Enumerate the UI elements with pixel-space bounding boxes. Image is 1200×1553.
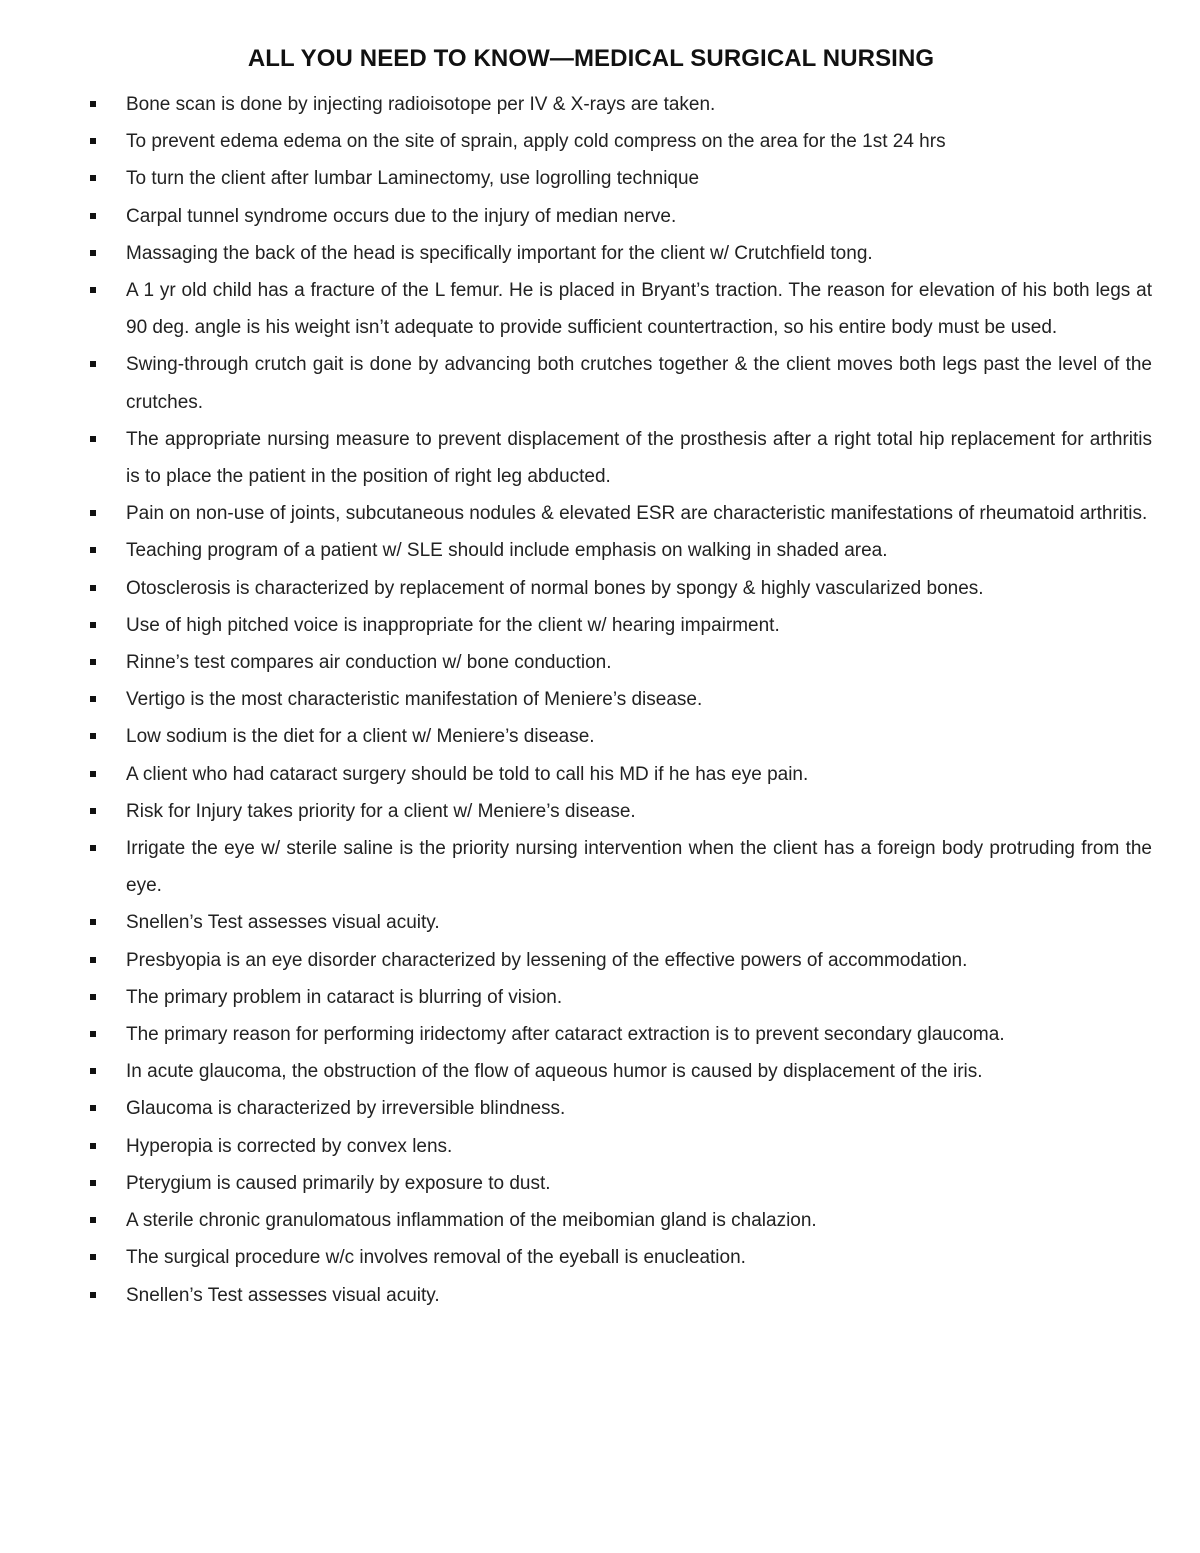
list-item-text: Glaucoma is characterized by irreversible blindness.	[126, 1098, 566, 1120]
list-item	[90, 1128, 1152, 1165]
list-item-text: Presbyopia is an eye disorder characterized by lessening of the effective powers of accommodation.	[126, 949, 968, 971]
square-bullet-icon	[90, 622, 96, 628]
list-item-text: Hyperopia is corrected by convex lens.	[126, 1135, 453, 1157]
list-item	[90, 235, 1152, 272]
list-item	[90, 1202, 1152, 1239]
square-bullet-icon	[90, 771, 96, 777]
list-item	[90, 86, 1152, 123]
list-item	[90, 532, 1152, 569]
list-item-text: Teaching program of a patient w/ SLE should include emphasis on walking in shaded area.	[126, 540, 888, 562]
square-bullet-icon	[90, 287, 96, 293]
list-item	[90, 346, 1152, 420]
list-item-text: Bone scan is done by injecting radioisotope per IV & X-rays are taken.	[126, 94, 716, 115]
square-bullet-icon	[90, 1217, 96, 1223]
list-item	[90, 1277, 1152, 1314]
list-item-text: A sterile chronic granulomatous inflammation of the meibomian gland is chalazion.	[126, 1210, 817, 1232]
list-item	[90, 681, 1152, 718]
list-item-text: Massaging the back of the head is specifically important for the client w/ Crutchfield tong.	[126, 242, 873, 264]
square-bullet-icon	[90, 808, 96, 814]
square-bullet-icon	[90, 696, 96, 702]
square-bullet-icon	[90, 1143, 96, 1149]
list-item-text: Irrigate the eye w/ sterile saline is the priority nursing intervention when the client has a foreign body protruding from the eye.	[126, 838, 1152, 897]
list-item	[90, 1239, 1152, 1276]
square-bullet-icon	[90, 175, 96, 181]
square-bullet-icon	[90, 845, 96, 851]
list-item-text: Snellen’s Test assesses visual acuity.	[126, 1284, 440, 1306]
list-item-text: A client who had cataract surgery should be told to call his MD if he has eye pain.	[126, 763, 809, 785]
list-item	[90, 272, 1152, 346]
square-bullet-icon	[90, 659, 96, 665]
square-bullet-icon	[90, 919, 96, 925]
list-item	[90, 1090, 1152, 1127]
square-bullet-icon	[90, 733, 96, 739]
square-bullet-icon	[90, 101, 96, 107]
square-bullet-icon	[90, 250, 96, 256]
square-bullet-icon	[90, 1105, 96, 1111]
list-item-text: Otosclerosis is characterized by replacement of normal bones by spongy & highly vascularized bones.	[126, 577, 984, 599]
list-item-text: Risk for Injury takes priority for a client w/ Meniere’s disease.	[126, 800, 636, 822]
notes-list	[90, 86, 1152, 1314]
list-item	[90, 793, 1152, 830]
list-item	[90, 1165, 1152, 1202]
list-item-text: The primary reason for performing iridectomy after cataract extraction is to prevent secondary glaucoma.	[126, 1024, 1005, 1046]
document-title: ALL YOU NEED TO KNOW—MEDICAL SURGICAL NURSING	[247, 45, 935, 72]
list-item-text: To prevent edema edema on the site of sprain, apply cold compress on the area for the 1st 24 hrs	[126, 131, 946, 153]
list-item-text: Rinne’s test compares air conduction w/ bone conduction.	[126, 652, 612, 674]
list-item-text: Use of high pitched voice is inappropriate for the client w/ hearing impairment.	[126, 614, 780, 636]
square-bullet-icon	[90, 547, 96, 553]
list-item	[90, 942, 1152, 979]
square-bullet-icon	[90, 510, 96, 516]
list-item-text: A 1 yr old child has a fracture of the L femur. He is placed in Bryant’s traction. The reason for elevation of his both legs at 90 deg. angle is his weight isn’t adequate to provide sufficient countertraction, so his entire body must be used.	[126, 280, 1152, 339]
list-item	[90, 570, 1152, 607]
list-item	[90, 644, 1152, 681]
square-bullet-icon	[90, 585, 96, 591]
list-item	[90, 718, 1152, 755]
list-item	[90, 979, 1152, 1016]
square-bullet-icon	[90, 436, 96, 442]
square-bullet-icon	[90, 994, 96, 1000]
list-item	[90, 495, 1152, 532]
square-bullet-icon	[90, 1254, 96, 1260]
list-item-text: The appropriate nursing measure to prevent displacement of the prosthesis after a right total hip replacement for arthritis is to place the patient in the position of right leg abducted.	[126, 428, 1152, 488]
square-bullet-icon	[90, 1180, 96, 1186]
list-item	[90, 421, 1152, 495]
list-item-text: Vertigo is the most characteristic manifestation of Meniere’s disease.	[126, 689, 703, 711]
square-bullet-icon	[90, 1068, 96, 1074]
square-bullet-icon	[90, 957, 96, 963]
list-item-text: In acute glaucoma, the obstruction of the flow of aqueous humor is caused by displacement of the iris.	[126, 1061, 983, 1083]
list-item	[90, 830, 1152, 904]
list-item-text: The surgical procedure w/c involves removal of the eyeball is enucleation.	[126, 1247, 746, 1269]
square-bullet-icon	[90, 361, 96, 367]
list-item	[90, 1053, 1152, 1090]
list-item	[90, 198, 1152, 235]
list-item-text: Pterygium is caused primarily by exposure to dust.	[126, 1172, 551, 1194]
list-item	[90, 1016, 1152, 1053]
list-item	[90, 756, 1152, 793]
square-bullet-icon	[90, 1292, 96, 1298]
list-item	[90, 123, 1152, 160]
list-item	[90, 904, 1152, 941]
list-item-text: Pain on non-use of joints, subcutaneous nodules & elevated ESR are characteristic manifestations of rheumatoid arthritis.	[126, 503, 1148, 525]
list-item	[90, 160, 1152, 197]
list-item-text: Snellen’s Test assesses visual acuity.	[126, 912, 440, 934]
square-bullet-icon	[90, 138, 96, 144]
list-item-text: Carpal tunnel syndrome occurs due to the injury of median nerve.	[126, 205, 677, 227]
list-item-text: The primary problem in cataract is blurring of vision.	[126, 986, 563, 1008]
list-item-text: To turn the client after lumbar Laminectomy, use logrolling technique	[126, 168, 700, 190]
list-item-text: Swing-through crutch gait is done by advancing both crutches together & the client moves both legs past the level of the crutches.	[126, 354, 1152, 413]
square-bullet-icon	[90, 213, 96, 219]
list-item-text: Low sodium is the diet for a client w/ Meniere’s disease.	[126, 726, 595, 748]
square-bullet-icon	[90, 1031, 96, 1037]
list-item	[90, 607, 1152, 644]
